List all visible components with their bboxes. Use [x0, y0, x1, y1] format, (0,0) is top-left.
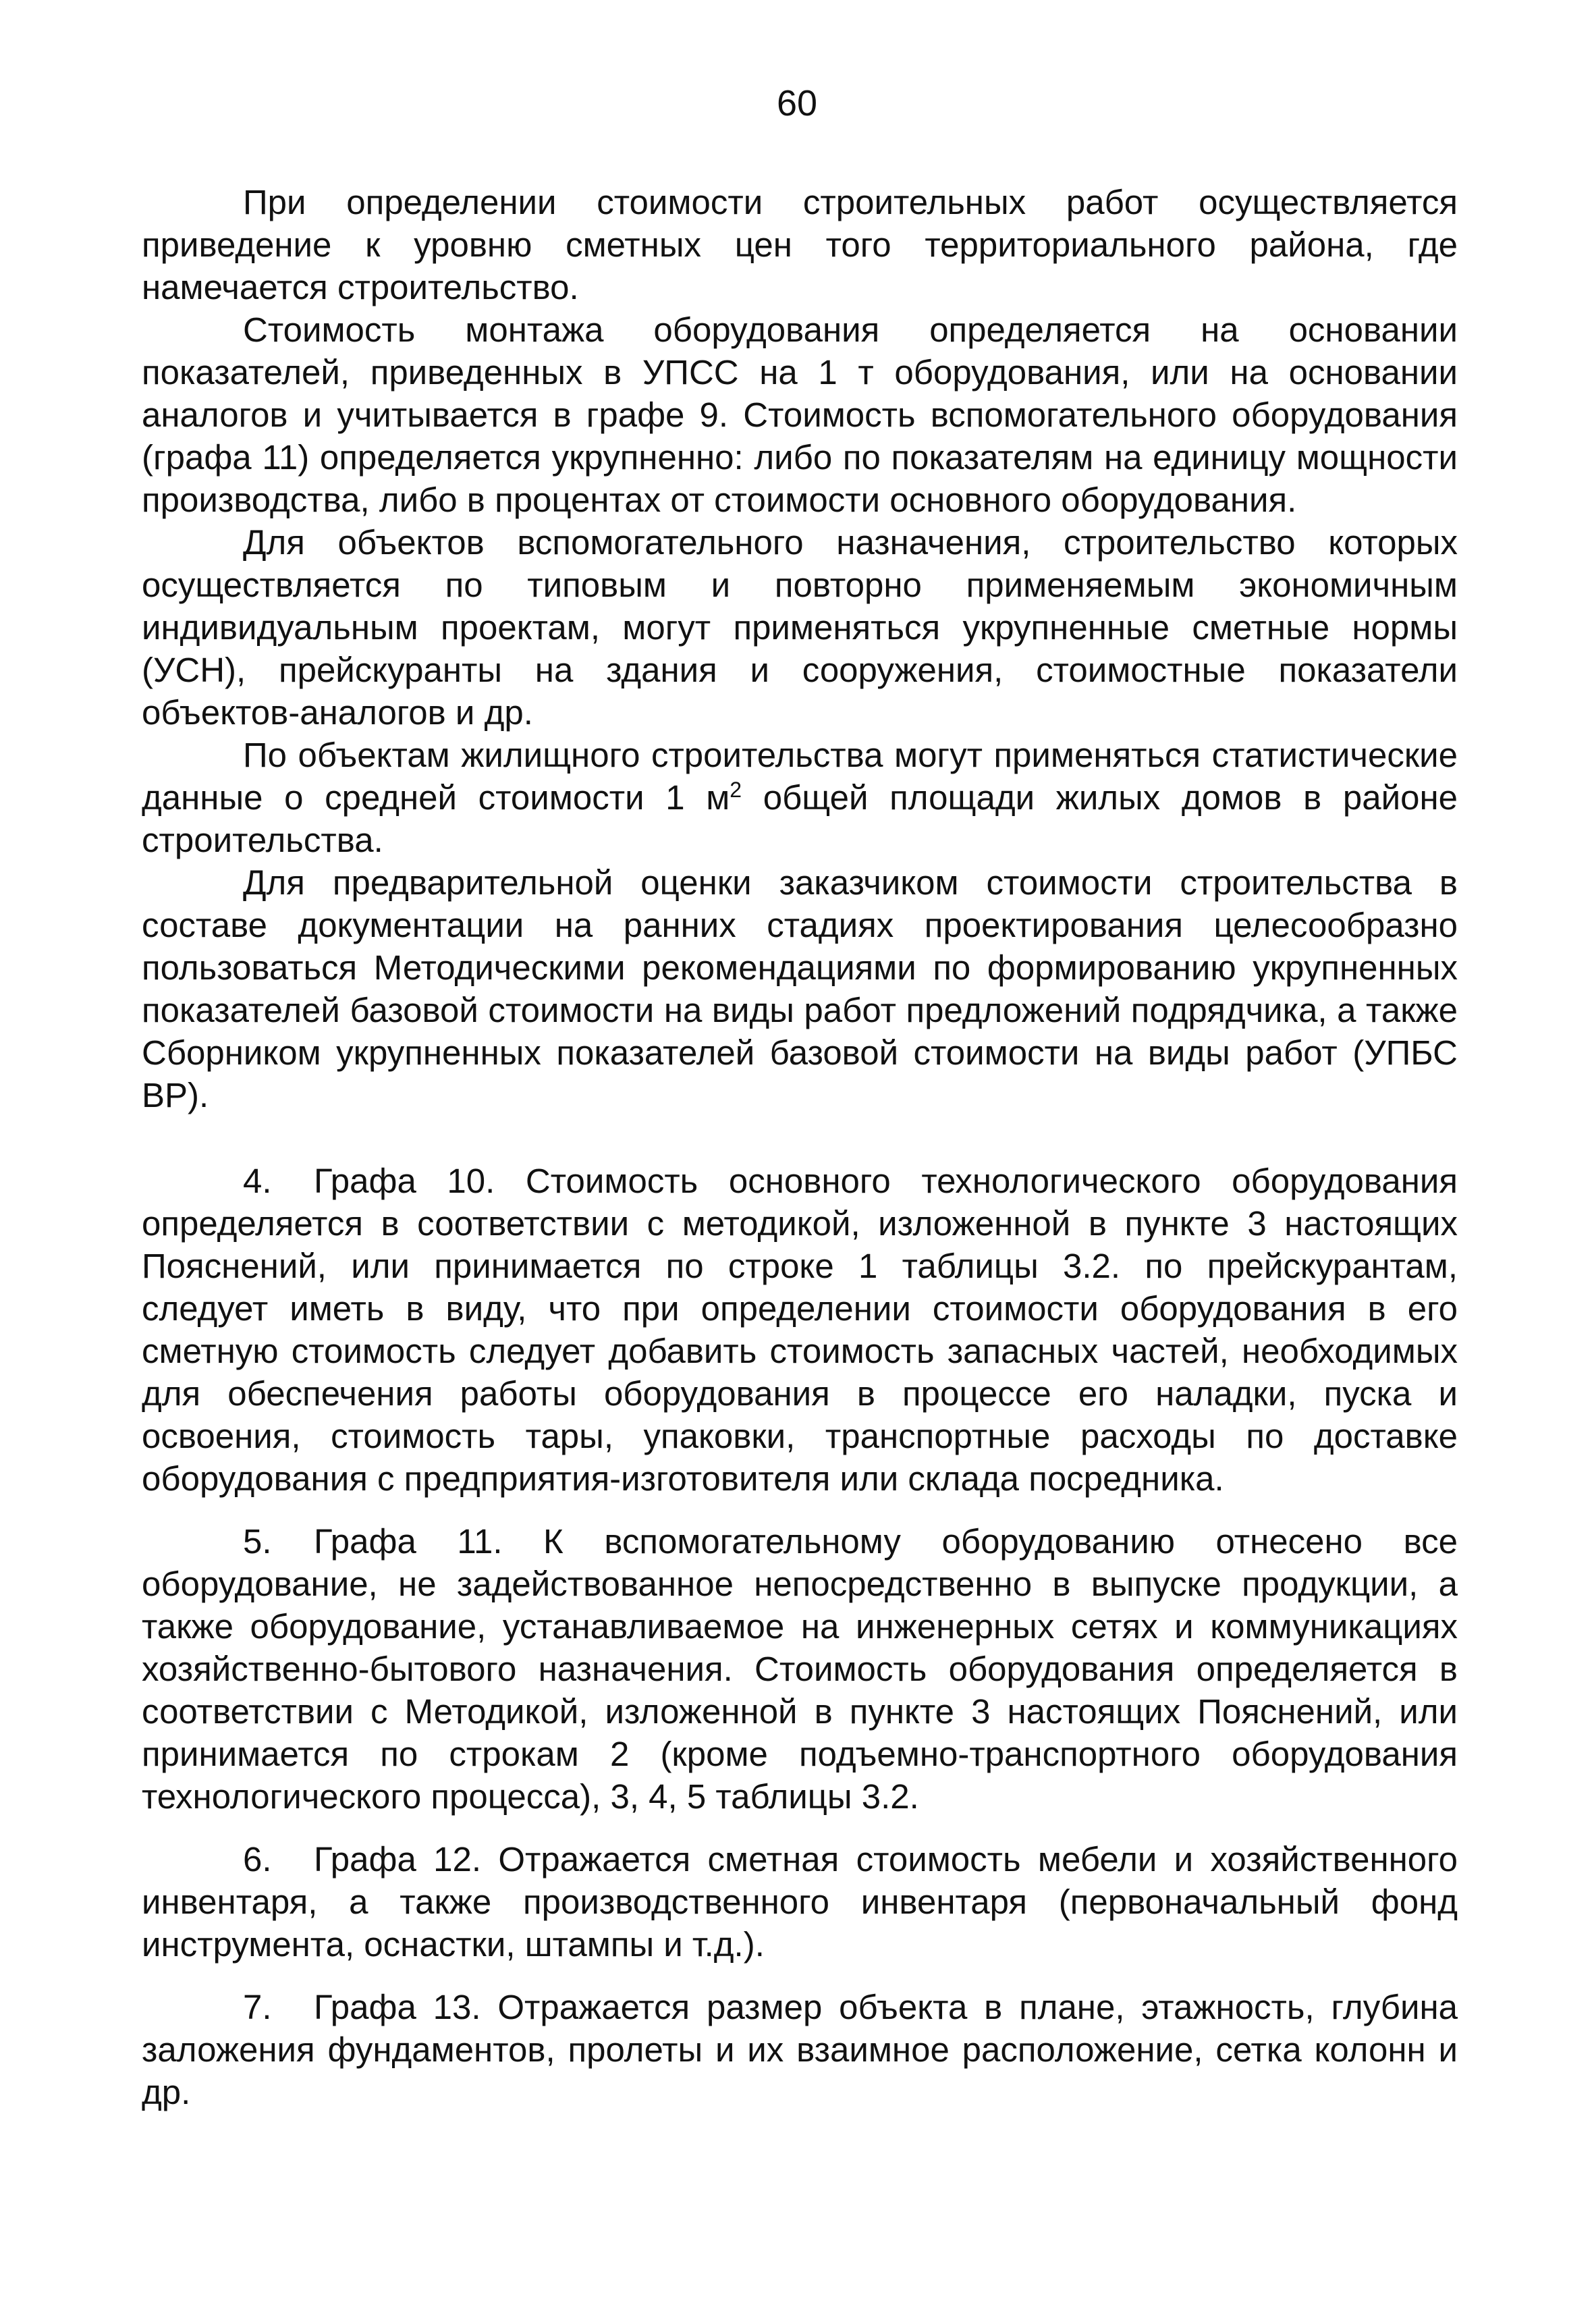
- list-item-number: 7.: [243, 1988, 272, 2026]
- superscript-square: 2: [730, 778, 742, 802]
- list-item-text: Графа 13. Отражается размер объекта в плане, этажность, глубина заложения фундаментов, пролеты и их взаимное расположение, сетка колонн и др.: [142, 1988, 1458, 2111]
- list-item-number: 5.: [243, 1522, 272, 1561]
- paragraph-preliminary-estimate: Для предварительной оценки заказчиком стоимости строительства в составе документации на ранних стадиях проектирования целесообразно пользоваться Методическими рекомендациями по формированию укрупненных показателей базовой стоимости на виды работ предложений подрядчика, а также Сборником укрупненных показателей базовой стоимости на виды работ (УПБС ВР).: [142, 863, 1458, 1114]
- paragraph-housing-construction: [142, 734, 1458, 861]
- list-item-number: 6.: [243, 1840, 272, 1879]
- list-item-text: Графа 10. Стоимость основного технологического оборудования определяется в соответствии с методикой, изложенной в пункте 3 настоящих Пояснений, или принимается по строке 1 таблицы 3.2. по прейскурантам, следует иметь в виду, что при определении стоимости оборудования в его сметную стоимость следует добавить стоимость запасных частей, необходимых для обеспечения работы оборудования в процессе его наладки, пуска и освоения, стоимость тары, упаковки, транспортные расходы по доставке оборудования с предприятия-изготовителя или склада посредника.: [142, 1162, 1458, 1498]
- paragraph-housing-text-before: По объектам жилищного строительства могут применяться статистические данные о средней стоимости 1 м: [142, 736, 1458, 817]
- paragraph-price-level: При определении стоимости строительных работ осуществляется приведение к уровню сметных цен того территориального района, где намечается строительство.: [142, 183, 1458, 306]
- list-item-text: Графа 12. Отражается сметная стоимость мебели и хозяйственного инвентаря, а также производственного инвентаря (первоначальный фонд инструмента, оснастки, штампы и т.д.).: [142, 1840, 1458, 1964]
- paragraph-housing-text-after: общей площади жилых домов в районе строительства.: [142, 778, 1458, 859]
- list-item-7: [142, 1986, 1458, 2113]
- paragraph-auxiliary-objects: Для объектов вспомогательного назначения, строительство которых осуществляется по типовым и повторно применяемым экономичным индивидуальным проектам, могут применяться укрупненные сметные нормы (УСН), прейскуранты на здания и сооружения, стоимостные показатели объектов-аналогов и др.: [142, 523, 1458, 732]
- document-body: [142, 181, 1458, 2113]
- paragraph-installation-cost: Стоимость монтажа оборудования определяется на основании показателей, приведенных в УПСС на 1 т оборудования, или на основании аналогов и учитывается в графе 9. Стоимость вспомогательного оборудования (графа 11) определяется укрупненно: либо по показателям на единицу мощности производства, либо в процентах от стоимости основного оборудования.: [142, 310, 1458, 519]
- list-item-text: Графа 11. К вспомогательному оборудованию отнесено все оборудование, не задействованное непосредственно в выпуске продукции, а также оборудование, устанавливаемое на инженерных сетях и коммуникациях хозяйственно-бытового назначения. Стоимость оборудования определяется в соответствии с Методикой, изложенной в пункте 3 настоящих Пояснений, или принимается по строкам 2 (кроме подъемно-транспортного оборудования технологического процесса), 3, 4, 5 таблицы 3.2.: [142, 1522, 1458, 1816]
- page-number: 60: [776, 83, 818, 124]
- list-item-number: 4.: [243, 1162, 272, 1200]
- list-item-4: [142, 1160, 1458, 1500]
- list-item-5: [142, 1520, 1458, 1818]
- list-item-6: [142, 1838, 1458, 1966]
